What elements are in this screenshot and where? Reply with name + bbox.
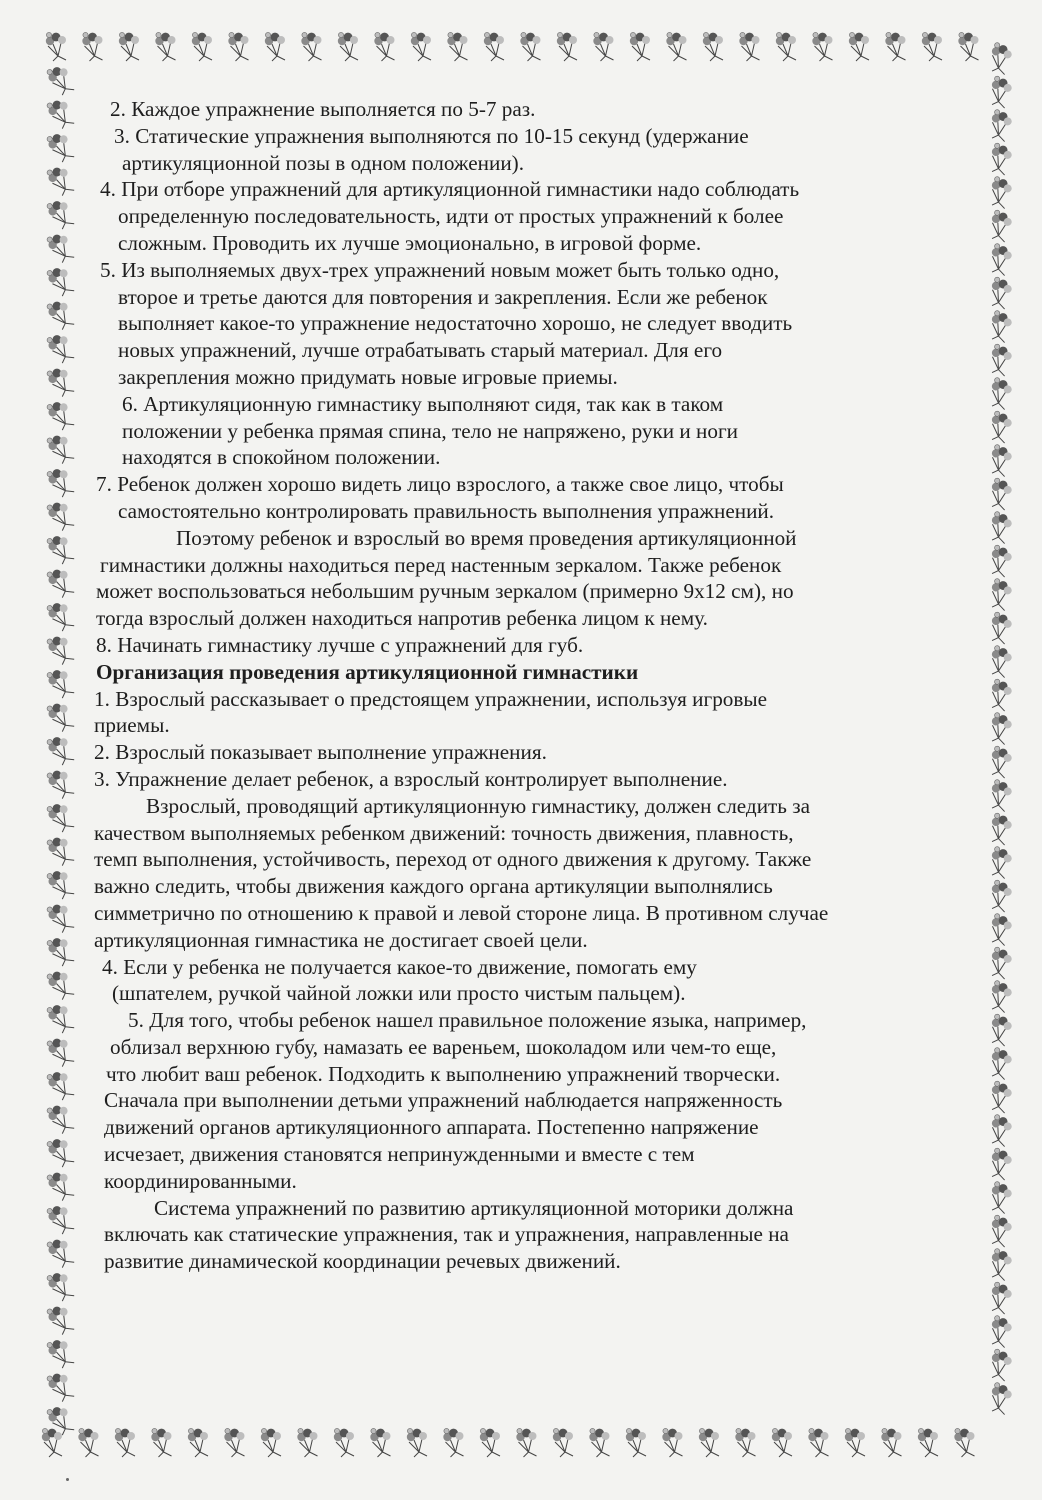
balloon-bunch-icon <box>985 511 1014 545</box>
balloon-bunch-icon <box>881 1428 901 1457</box>
balloon-bunch-icon <box>46 935 75 969</box>
balloon-bunch-icon <box>46 1270 75 1304</box>
balloon-bunch-icon <box>666 32 686 61</box>
balloon-bunch-icon <box>985 712 1014 746</box>
balloon-bunch-icon <box>985 1281 1014 1315</box>
text-line: Сначала при выполнении детьми упражнений наблюдается напряженность <box>104 1088 783 1113</box>
balloon-bunch-icon <box>297 1428 317 1457</box>
text-line: второе и третье даются для повторения и закрепления. Если же ребенок <box>118 284 768 309</box>
balloon-bunch-icon <box>985 42 1014 76</box>
balloon-bunch-icon <box>985 812 1014 846</box>
balloon-bunch-icon <box>265 32 285 61</box>
balloon-bunch-icon <box>985 980 1014 1014</box>
balloon-bunch-icon <box>985 745 1014 779</box>
balloon-bunch-icon <box>772 1428 792 1457</box>
balloon-bunch-icon <box>224 1428 244 1457</box>
balloon-bunch-icon <box>985 578 1014 612</box>
balloon-bunch-icon <box>46 466 75 500</box>
balloon-bunch-icon <box>447 32 467 61</box>
balloon-bunch-icon <box>46 298 75 332</box>
balloon-bunch-icon <box>985 846 1014 880</box>
balloon-bunch-icon <box>46 834 75 868</box>
balloon-bunch-icon <box>46 1236 75 1270</box>
balloon-bunch-icon <box>985 611 1014 645</box>
text-line: может воспользоваться небольшим ручным зеркалом (примерно 9х12 см), но <box>96 579 794 604</box>
text-line: 7. Ребенок должен хорошо видеть лицо взрослого, а также свое лицо, чтобы <box>96 472 784 497</box>
balloon-bunch-icon <box>301 32 321 61</box>
text-line: развитие динамической координации речевых движений. <box>104 1249 621 1274</box>
balloon-bunch-icon <box>812 32 832 61</box>
text-line: тогда взрослый должен находиться напротив ребенка лицом к нему. <box>96 606 708 631</box>
text-line: важно следить, чтобы движения каждого органа артикуляции выполнялись <box>94 874 773 899</box>
balloon-bunch-icon <box>46 1035 75 1069</box>
document-body <box>92 96 972 1275</box>
balloon-bunch-icon <box>626 1428 646 1457</box>
balloon-bunch-icon <box>46 734 75 768</box>
text-line: артикуляционной позы в одном положении). <box>122 150 525 175</box>
balloon-bunch-icon <box>46 1102 75 1136</box>
balloon-bunch-icon <box>985 946 1014 980</box>
balloon-bunch-icon <box>46 1370 75 1404</box>
text-line: 2. Каждое упражнение выполняется по 5-7 раз. <box>110 97 536 121</box>
balloon-bunch-icon <box>46 600 75 634</box>
text-line: облизал верхнюю губу, намазать ее вареньем, шоколадом или чем-то еще, <box>110 1034 777 1059</box>
balloon-bunch-icon <box>115 1428 135 1457</box>
text-line: 6. Артикуляционную гимнастику выполняют сидя, так как в таком <box>122 391 724 416</box>
balloon-bunch-icon <box>261 1428 281 1457</box>
text-line: 4. Если у ребенка не получается какое-то движение, помогать ему <box>102 954 697 979</box>
balloon-bunch-icon <box>46 32 66 61</box>
balloon-bunch-icon <box>82 32 102 61</box>
balloon-bunch-icon <box>776 32 796 61</box>
balloon-bunch-icon <box>985 410 1014 444</box>
balloon-bunch-icon <box>845 1428 865 1457</box>
balloon-bunch-icon <box>480 1428 500 1457</box>
balloon-bunch-icon <box>735 1428 755 1457</box>
balloon-bunch-icon <box>985 678 1014 712</box>
balloon-bunch-icon <box>985 1348 1014 1382</box>
text-line: симметрично по отношению к правой и левой стороне лица. В противном случае <box>94 900 829 925</box>
balloon-bunch-icon <box>46 667 75 701</box>
text-line: темп выполнения, устойчивость, переход от одного движения к другому. Также <box>94 847 812 872</box>
balloon-bunch-icon <box>46 767 75 801</box>
balloon-bunch-icon <box>46 97 75 131</box>
text-line: сложным. Проводить их лучше эмоционально, в игровой форме. <box>118 230 702 255</box>
balloon-bunch-icon <box>985 477 1014 511</box>
balloon-bunch-icon <box>593 32 613 61</box>
text-line: гимнастики должны находиться перед настенным зеркалом. Также ребенок <box>100 552 782 577</box>
balloon-bunch-icon <box>46 1203 75 1237</box>
text-line: качеством выполняемых ребенком движений: точность движения, плавность, <box>94 820 794 845</box>
text-line: самостоятельно контролировать правильность выполнения упражнений. <box>118 498 775 523</box>
text-line: 3. Упражнение делает ребенок, а взрослый контролирует выполнение. <box>94 766 728 791</box>
balloon-bunch-icon <box>192 32 212 61</box>
text-line: закрепления можно придумать новые игровые приемы. <box>118 364 618 389</box>
balloon-bunch-icon <box>46 231 75 265</box>
balloon-bunch-icon <box>46 1136 75 1170</box>
balloon-bunch-icon <box>808 1428 828 1457</box>
text-line: 4. При отборе упражнений для артикуляционной гимнастики надо соблюдать <box>100 177 800 202</box>
balloon-bunch-icon <box>484 32 504 61</box>
balloon-bunch-icon <box>155 32 175 61</box>
balloon-bunch-icon <box>985 544 1014 578</box>
text-line: положении у ребенка прямая спина, тело не напряжено, руки и ноги <box>122 418 739 443</box>
balloon-bunch-icon <box>151 1428 171 1457</box>
balloon-bunch-icon <box>46 533 75 567</box>
balloon-bunch-icon <box>46 131 75 165</box>
balloon-bunch-icon <box>985 1147 1014 1181</box>
balloon-bunch-icon <box>46 432 75 466</box>
balloon-bunch-icon <box>46 332 75 366</box>
balloon-bunch-icon <box>46 265 75 299</box>
text-line: 3. Статические упражнения выполняются по 10-15 секунд (удержание <box>114 123 749 148</box>
balloon-bunch-icon <box>985 645 1014 679</box>
balloon-bunch-icon <box>407 1428 427 1457</box>
balloon-bunch-icon <box>46 1303 75 1337</box>
balloon-bunch-icon <box>922 32 942 61</box>
balloon-bunch-icon <box>516 1428 536 1457</box>
balloon-bunch-icon <box>228 32 248 61</box>
balloon-bunch-icon <box>958 32 978 61</box>
balloon-bunch-icon <box>918 1428 938 1457</box>
balloon-bunch-icon <box>985 1315 1014 1349</box>
balloon-bunch-icon <box>985 209 1014 243</box>
balloon-bunch-icon <box>739 32 759 61</box>
balloon-bunch-icon <box>849 32 869 61</box>
balloon-bunch-icon <box>985 1013 1014 1047</box>
balloon-bunch-icon <box>46 64 75 98</box>
balloon-bunch-icon <box>46 499 75 533</box>
balloon-bunch-icon <box>985 1248 1014 1282</box>
balloon-bunch-icon <box>985 1181 1014 1215</box>
balloon-bunch-icon <box>443 1428 463 1457</box>
text-line: новых упражнений, лучше отрабатывать старый материал. Для его <box>118 338 723 363</box>
text-line: 1. Взрослый рассказывает о предстоящем упражнении, используя игровые <box>94 686 768 711</box>
balloon-bunch-icon <box>520 32 540 61</box>
balloon-bunch-icon <box>46 1002 75 1036</box>
balloon-bunch-icon <box>188 1428 208 1457</box>
balloon-bunch-icon <box>885 32 905 61</box>
balloon-bunch-icon <box>985 343 1014 377</box>
text-line: 2. Взрослый показывает выполнение упражнения. <box>94 740 547 765</box>
balloon-bunch-icon <box>589 1428 609 1457</box>
balloon-bunch-icon <box>985 276 1014 310</box>
balloon-bunch-icon <box>985 1214 1014 1248</box>
text-line: находятся в спокойном положении. <box>122 445 441 470</box>
balloon-bunch-icon <box>985 1047 1014 1081</box>
balloon-bunch-icon <box>985 444 1014 478</box>
balloon-bunch-icon <box>119 32 139 61</box>
text-line: что любит ваш ребенок. Подходить к выполнению упражнений творчески. <box>106 1061 781 1086</box>
balloon-bunch-icon <box>334 1428 354 1457</box>
balloon-bunch-icon <box>985 879 1014 913</box>
balloon-bunch-icon <box>46 801 75 835</box>
balloon-bunch-icon <box>985 779 1014 813</box>
balloon-bunch-icon <box>46 566 75 600</box>
text-line: исчезает, движения становятся непринужденными и вместе с тем <box>104 1142 695 1167</box>
text-line: координированными. <box>104 1168 297 1193</box>
balloon-bunch-icon <box>630 32 650 61</box>
text-line: движений органов артикуляционного аппарата. Постепенно напряжение <box>104 1115 759 1140</box>
balloon-bunch-icon <box>557 32 577 61</box>
balloon-bunch-icon <box>985 1114 1014 1148</box>
balloon-bunch-icon <box>699 1428 719 1457</box>
balloon-bunch-icon <box>662 1428 682 1457</box>
balloon-bunch-icon <box>954 1428 974 1457</box>
balloon-bunch-icon <box>985 176 1014 210</box>
balloon-bunch-icon <box>374 32 394 61</box>
balloon-bunch-icon <box>46 399 75 433</box>
text-line: выполняет какое-то упражнение недостаточно хорошо, не следует вводить <box>118 311 793 336</box>
text-line: 5. Из выполняемых двух-трех упражнений новым может быть только одно, <box>100 257 780 282</box>
text-line: определенную последовательность, идти от простых упражнений к более <box>118 204 784 229</box>
balloon-bunch-icon <box>46 901 75 935</box>
text-line: (шпателем, ручкой чайной ложки или просто чистым пальцем). <box>112 981 686 1006</box>
speck-mark <box>66 1478 69 1481</box>
balloon-bunch-icon <box>985 913 1014 947</box>
text-line: артикуляционная гимнастика не достигает своей цели. <box>94 927 588 952</box>
balloon-bunch-icon <box>985 377 1014 411</box>
text-line: приемы. <box>94 713 170 738</box>
balloon-bunch-icon <box>370 1428 390 1457</box>
balloon-bunch-icon <box>985 142 1014 176</box>
balloon-bunch-icon <box>46 700 75 734</box>
text-line: Поэтому ребенок и взрослый во время проведения артикуляционной <box>176 525 797 550</box>
balloon-bunch-icon <box>985 243 1014 277</box>
text-line: Система упражнений по развитию артикуляционной моторики должна <box>154 1195 794 1220</box>
balloon-bunch-icon <box>338 32 358 61</box>
text-line: включать как статические упражнения, так и упражнения, направленные на <box>104 1222 789 1247</box>
balloon-bunch-icon <box>42 1428 62 1457</box>
balloon-bunch-icon <box>46 198 75 232</box>
balloon-bunch-icon <box>46 633 75 667</box>
balloon-bunch-icon <box>46 1169 75 1203</box>
text-line: 5. Для того, чтобы ребенок нашел правильное положение языка, например, <box>128 1008 807 1033</box>
section-heading: Организация проведения артикуляционной гимнастики <box>96 659 639 684</box>
balloon-bunch-icon <box>46 1337 75 1371</box>
text-line: Взрослый, проводящий артикуляционную гимнастику, должен следить за <box>146 793 811 818</box>
balloon-bunch-icon <box>985 1080 1014 1114</box>
balloon-bunch-icon <box>985 310 1014 344</box>
balloon-bunch-icon <box>411 32 431 61</box>
balloon-bunch-icon <box>78 1428 98 1457</box>
balloon-bunch-icon <box>985 109 1014 143</box>
balloon-bunch-icon <box>46 968 75 1002</box>
balloon-bunch-icon <box>985 75 1014 109</box>
balloon-bunch-icon <box>46 164 75 198</box>
balloon-bunch-icon <box>46 868 75 902</box>
balloon-bunch-icon <box>46 1069 75 1103</box>
balloon-bunch-icon <box>553 1428 573 1457</box>
text-line: 8. Начинать гимнастику лучше с упражнений для губ. <box>96 632 584 657</box>
balloon-bunch-icon <box>46 365 75 399</box>
balloon-bunch-icon <box>703 32 723 61</box>
balloon-bunch-icon <box>985 1382 1014 1416</box>
